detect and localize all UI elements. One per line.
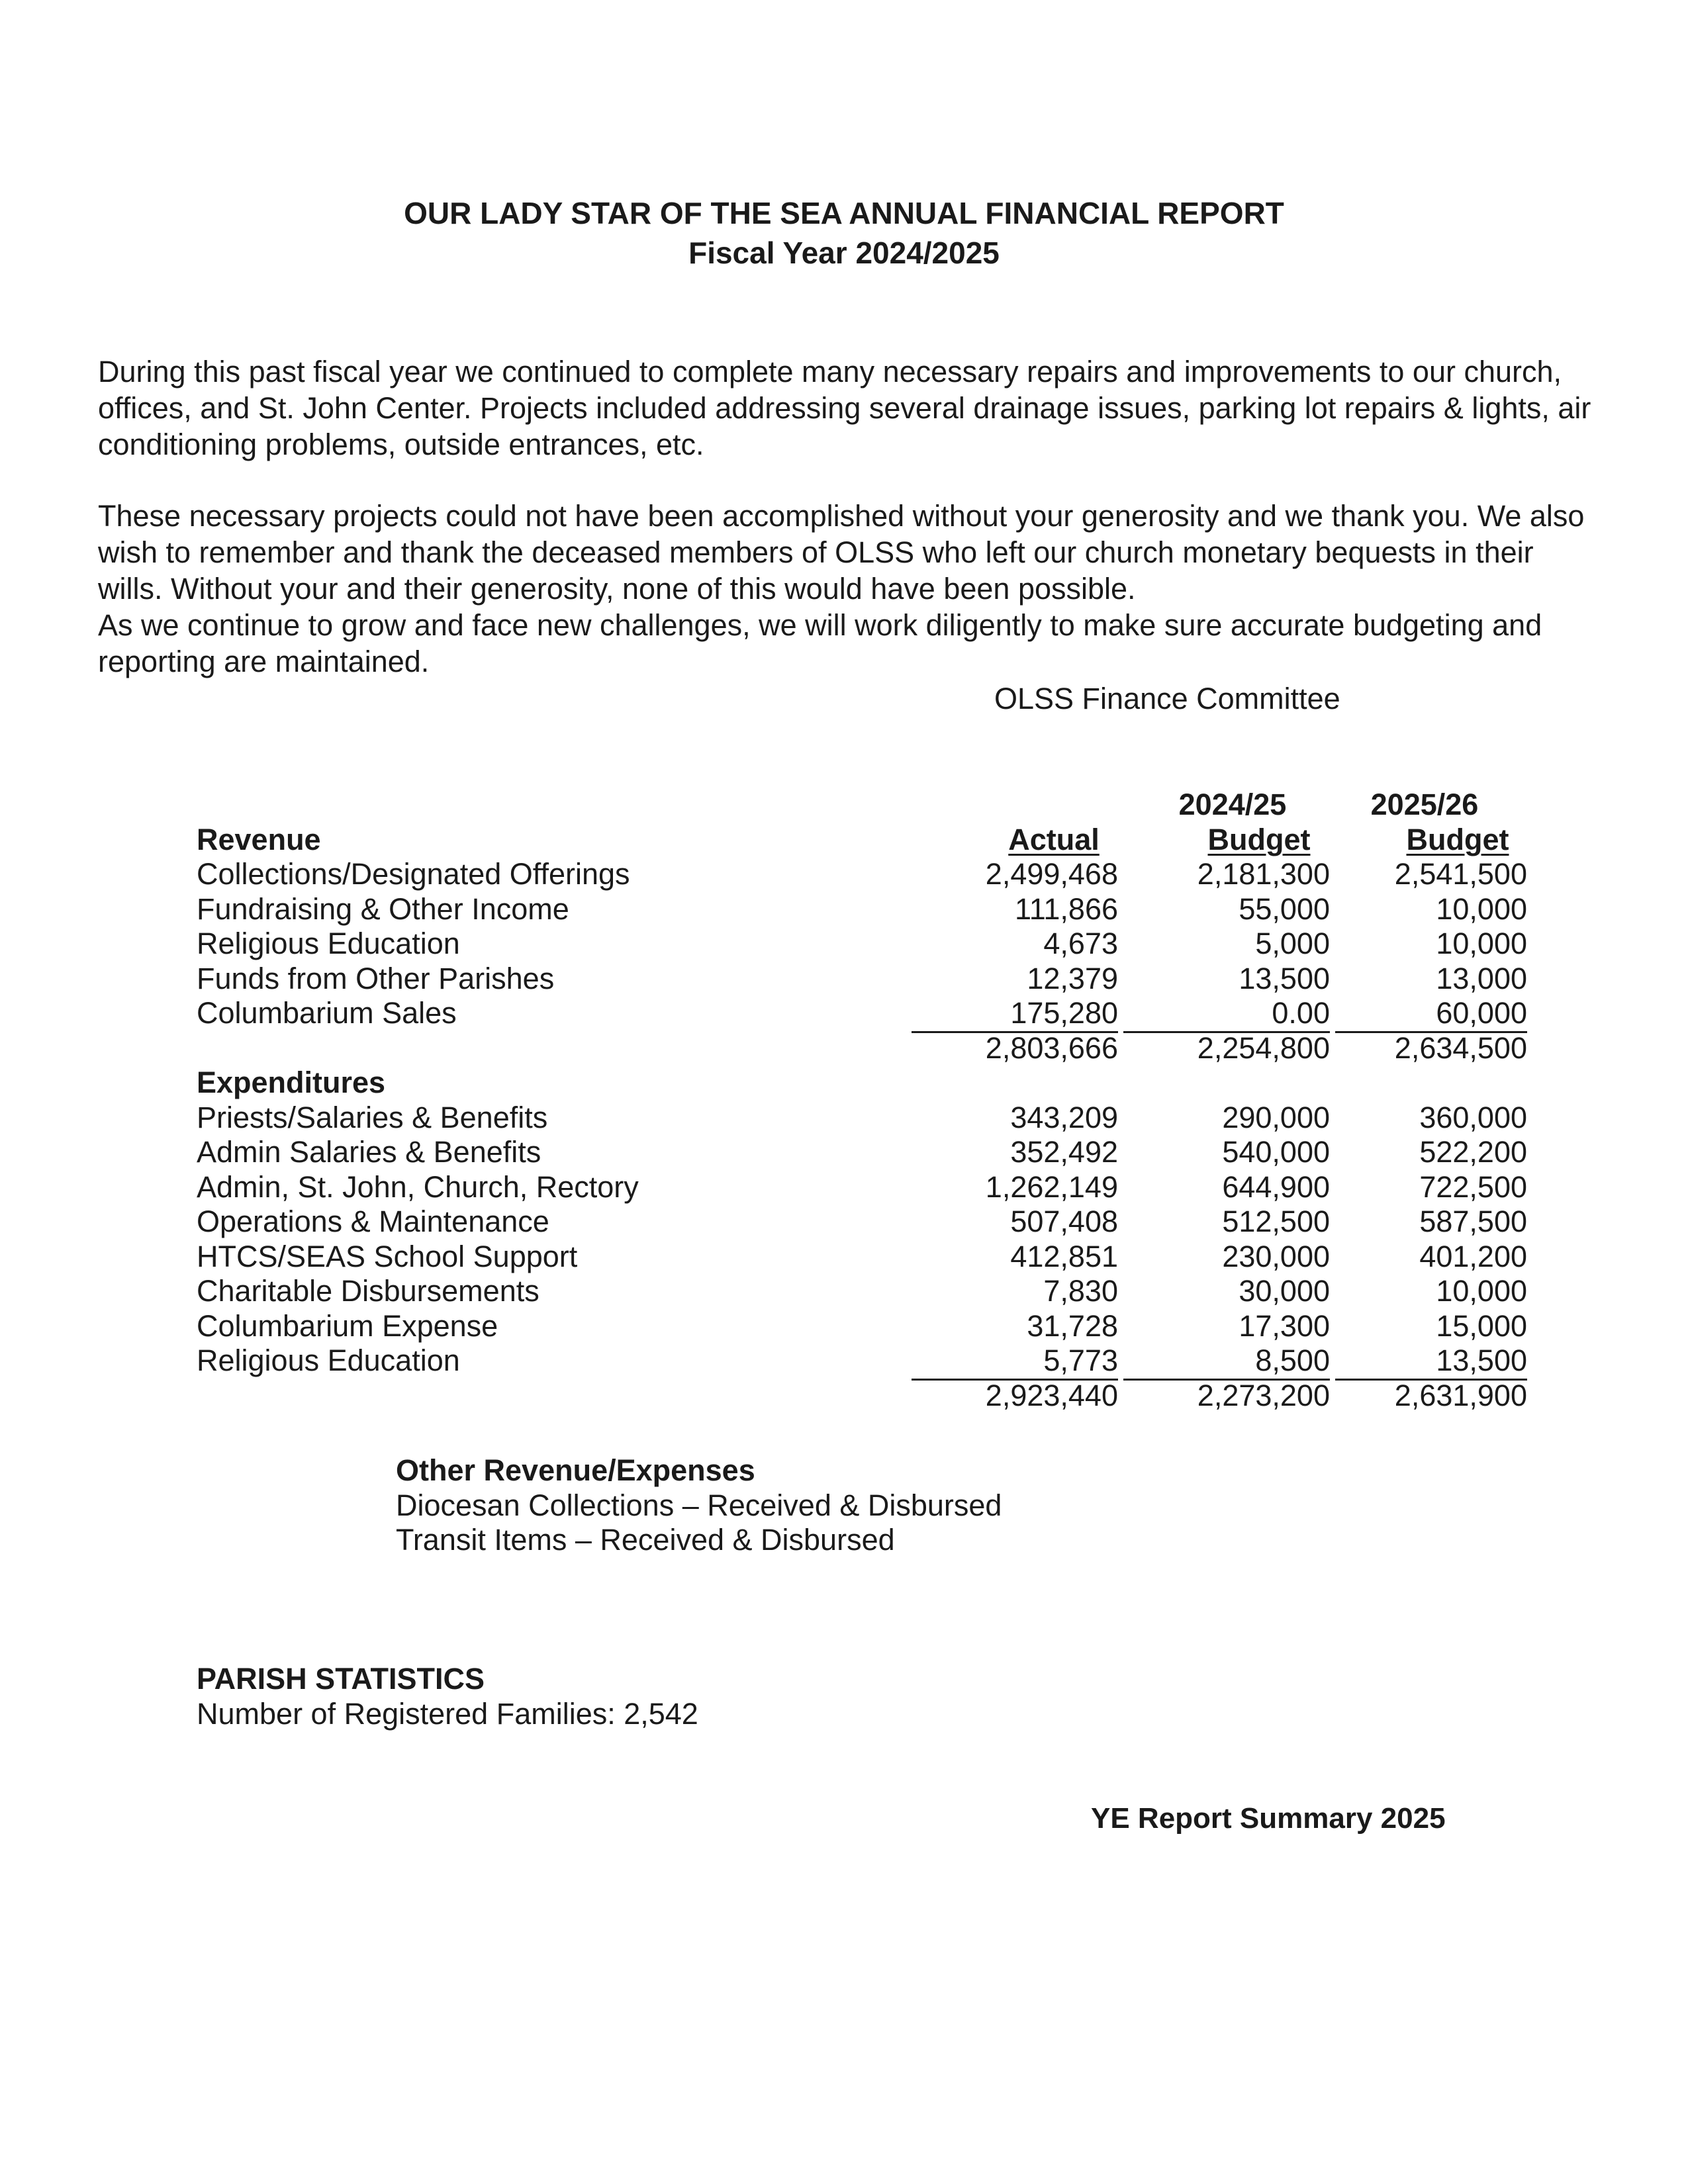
value-budget-2526: 522,200 xyxy=(1419,1135,1527,1169)
value-budget-2425: 512,500 xyxy=(1222,1205,1330,1238)
registered-families: Number of Registered Families: 2,542 xyxy=(197,1697,698,1731)
value-budget-2425: 55,000 xyxy=(1239,891,1330,926)
value-actual: 2,803,666 xyxy=(985,1030,1118,1065)
expenditure-row xyxy=(197,1239,1527,1275)
value-budget-2526: 13,500 xyxy=(1335,1343,1527,1381)
value-budget-2526: 10,000 xyxy=(1436,1274,1527,1308)
other-item: Transit Items – Received & Disbursed xyxy=(396,1523,895,1557)
revenue-total-row xyxy=(197,1030,1527,1066)
statistics-heading: PARISH STATISTICS xyxy=(197,1662,485,1696)
value-actual: 2,923,440 xyxy=(985,1378,1118,1412)
value-actual: 12,379 xyxy=(1027,961,1118,995)
value-budget-2425: 290,000 xyxy=(1222,1100,1330,1134)
value-budget-2425: 540,000 xyxy=(1222,1135,1330,1169)
value-budget-2526: 587,500 xyxy=(1419,1205,1527,1238)
line-item-label: Admin Salaries & Benefits xyxy=(197,1135,541,1169)
revenue-row xyxy=(197,961,1527,997)
value-budget-2425: 17,300 xyxy=(1239,1308,1330,1343)
line-item-label: Fundraising & Other Income xyxy=(197,891,569,926)
value-actual: 507,408 xyxy=(1010,1205,1118,1238)
value-actual: 352,492 xyxy=(1010,1135,1118,1169)
revenue-row xyxy=(197,927,1527,962)
line-item-label: Religious Education xyxy=(197,927,460,960)
budget-2526-year-header: 2025/26 xyxy=(1370,788,1479,821)
revenue-row xyxy=(197,891,1527,927)
value-actual: 343,209 xyxy=(1010,1100,1118,1134)
expenditure-row xyxy=(197,1169,1527,1205)
intro-paragraph-3-text: As we continue to grow and face new challenges, we will work diligently to make sure accurate budgeting and reporting are maintained. xyxy=(98,608,1542,678)
revenue-row xyxy=(197,857,1527,892)
line-item-label: Columbarium Sales xyxy=(197,996,457,1030)
revenue-heading-row xyxy=(197,822,1509,858)
budget-2526-header: Budget xyxy=(1406,822,1509,856)
value-budget-2526: 13,000 xyxy=(1436,961,1527,995)
value-actual: 5,773 xyxy=(912,1343,1118,1381)
value-budget-2526: 10,000 xyxy=(1436,891,1527,926)
expenditure-row xyxy=(197,1100,1527,1136)
intro-paragraph-1: During this past fiscal year we continued to complete many necessary repairs and improvements to our church, offices, and St. John Center. Projects included addressing several drainage issues, parking lot repairs & lights, air conditioning problems, outside entrances, etc. xyxy=(98,355,1591,461)
value-budget-2425: 644,900 xyxy=(1222,1169,1330,1204)
value-budget-2425: 8,500 xyxy=(1123,1343,1330,1381)
value-budget-2526: 10,000 xyxy=(1436,927,1527,960)
value-budget-2425: 2,273,200 xyxy=(1197,1378,1330,1412)
revenue-heading: Revenue xyxy=(197,822,321,856)
value-budget-2425: 5,000 xyxy=(1255,927,1330,960)
report-subtitle: Fiscal Year 2024/2025 xyxy=(688,236,1000,270)
value-budget-2526: 2,541,500 xyxy=(1394,857,1527,891)
report-footer: YE Report Summary 2025 xyxy=(1091,1802,1446,1835)
budget-2425-header: Budget xyxy=(1207,822,1311,856)
value-budget-2425: 2,254,800 xyxy=(1197,1030,1330,1065)
value-budget-2425: 0.00 xyxy=(1123,996,1330,1033)
value-budget-2425: 30,000 xyxy=(1239,1274,1330,1308)
value-budget-2425: 2,181,300 xyxy=(1197,857,1330,891)
expenditure-row xyxy=(197,1274,1527,1309)
line-item-label: Funds from Other Parishes xyxy=(197,961,555,995)
budget-2425-year-header: 2024/25 xyxy=(1178,788,1287,821)
value-actual: 412,851 xyxy=(1010,1239,1118,1273)
value-actual: 111,866 xyxy=(1015,891,1118,926)
line-item-label: HTCS/SEAS School Support xyxy=(197,1239,578,1273)
section-heading: Expenditures xyxy=(197,1066,386,1099)
value-budget-2425: 13,500 xyxy=(1239,961,1330,995)
intro-paragraph-2 xyxy=(98,498,1594,680)
value-actual: 7,830 xyxy=(1043,1274,1118,1308)
parish-statistics xyxy=(197,1661,698,1731)
value-budget-2526: 360,000 xyxy=(1419,1100,1527,1134)
value-actual: 31,728 xyxy=(1027,1308,1118,1343)
report-title: OUR LADY STAR OF THE SEA ANNUAL FINANCIAL REPORT xyxy=(404,196,1284,230)
expenditures-total-row xyxy=(197,1378,1527,1414)
value-budget-2526: 722,500 xyxy=(1419,1169,1527,1204)
other-item: Diocesan Collections – Received & Disbursed xyxy=(396,1488,1002,1522)
expenditure-row xyxy=(197,1135,1527,1170)
line-item-label: Columbarium Expense xyxy=(197,1308,498,1343)
line-item-label: Priests/Salaries & Benefits xyxy=(197,1100,548,1134)
line-item-label: Operations & Maintenance xyxy=(197,1205,549,1238)
line-item-label: Charitable Disbursements xyxy=(197,1274,539,1308)
value-actual: 1,262,149 xyxy=(985,1169,1118,1204)
expenditure-row xyxy=(197,1343,1527,1379)
value-actual: 2,499,468 xyxy=(985,857,1118,891)
expenditures-heading-row xyxy=(197,1066,1428,1101)
value-actual: 175,280 xyxy=(912,996,1118,1033)
line-item-label: Collections/Designated Offerings xyxy=(197,857,630,891)
other-revenue-expenses xyxy=(396,1453,1002,1558)
value-actual: 4,673 xyxy=(1043,927,1118,960)
value-budget-2526: 2,634,500 xyxy=(1394,1030,1527,1065)
expenditure-row xyxy=(197,1308,1527,1344)
expenditure-row xyxy=(197,1205,1527,1240)
other-heading: Other Revenue/Expenses xyxy=(396,1453,755,1487)
revenue-row xyxy=(197,996,1527,1031)
line-item-label: Religious Education xyxy=(197,1343,460,1377)
actual-header: Actual xyxy=(1008,822,1100,856)
line-item-label: Admin, St. John, Church, Rectory xyxy=(197,1169,639,1204)
finance-committee-signature: OLSS Finance Committee xyxy=(994,682,1340,715)
value-budget-2526: 2,631,900 xyxy=(1394,1378,1527,1412)
value-budget-2526: 60,000 xyxy=(1335,996,1527,1033)
intro-paragraph-2-text: These necessary projects could not have been accomplished without your generosity and we thank you. We also wish to remember and thank the deceased members of OLSS who left our church monetary bequests in their wills. Without your and their generosity, none of this would have been possible. xyxy=(98,499,1585,606)
financial-table xyxy=(197,788,1527,1423)
value-budget-2425: 230,000 xyxy=(1222,1239,1330,1273)
value-budget-2526: 15,000 xyxy=(1436,1308,1527,1343)
value-budget-2526: 401,200 xyxy=(1419,1239,1527,1273)
